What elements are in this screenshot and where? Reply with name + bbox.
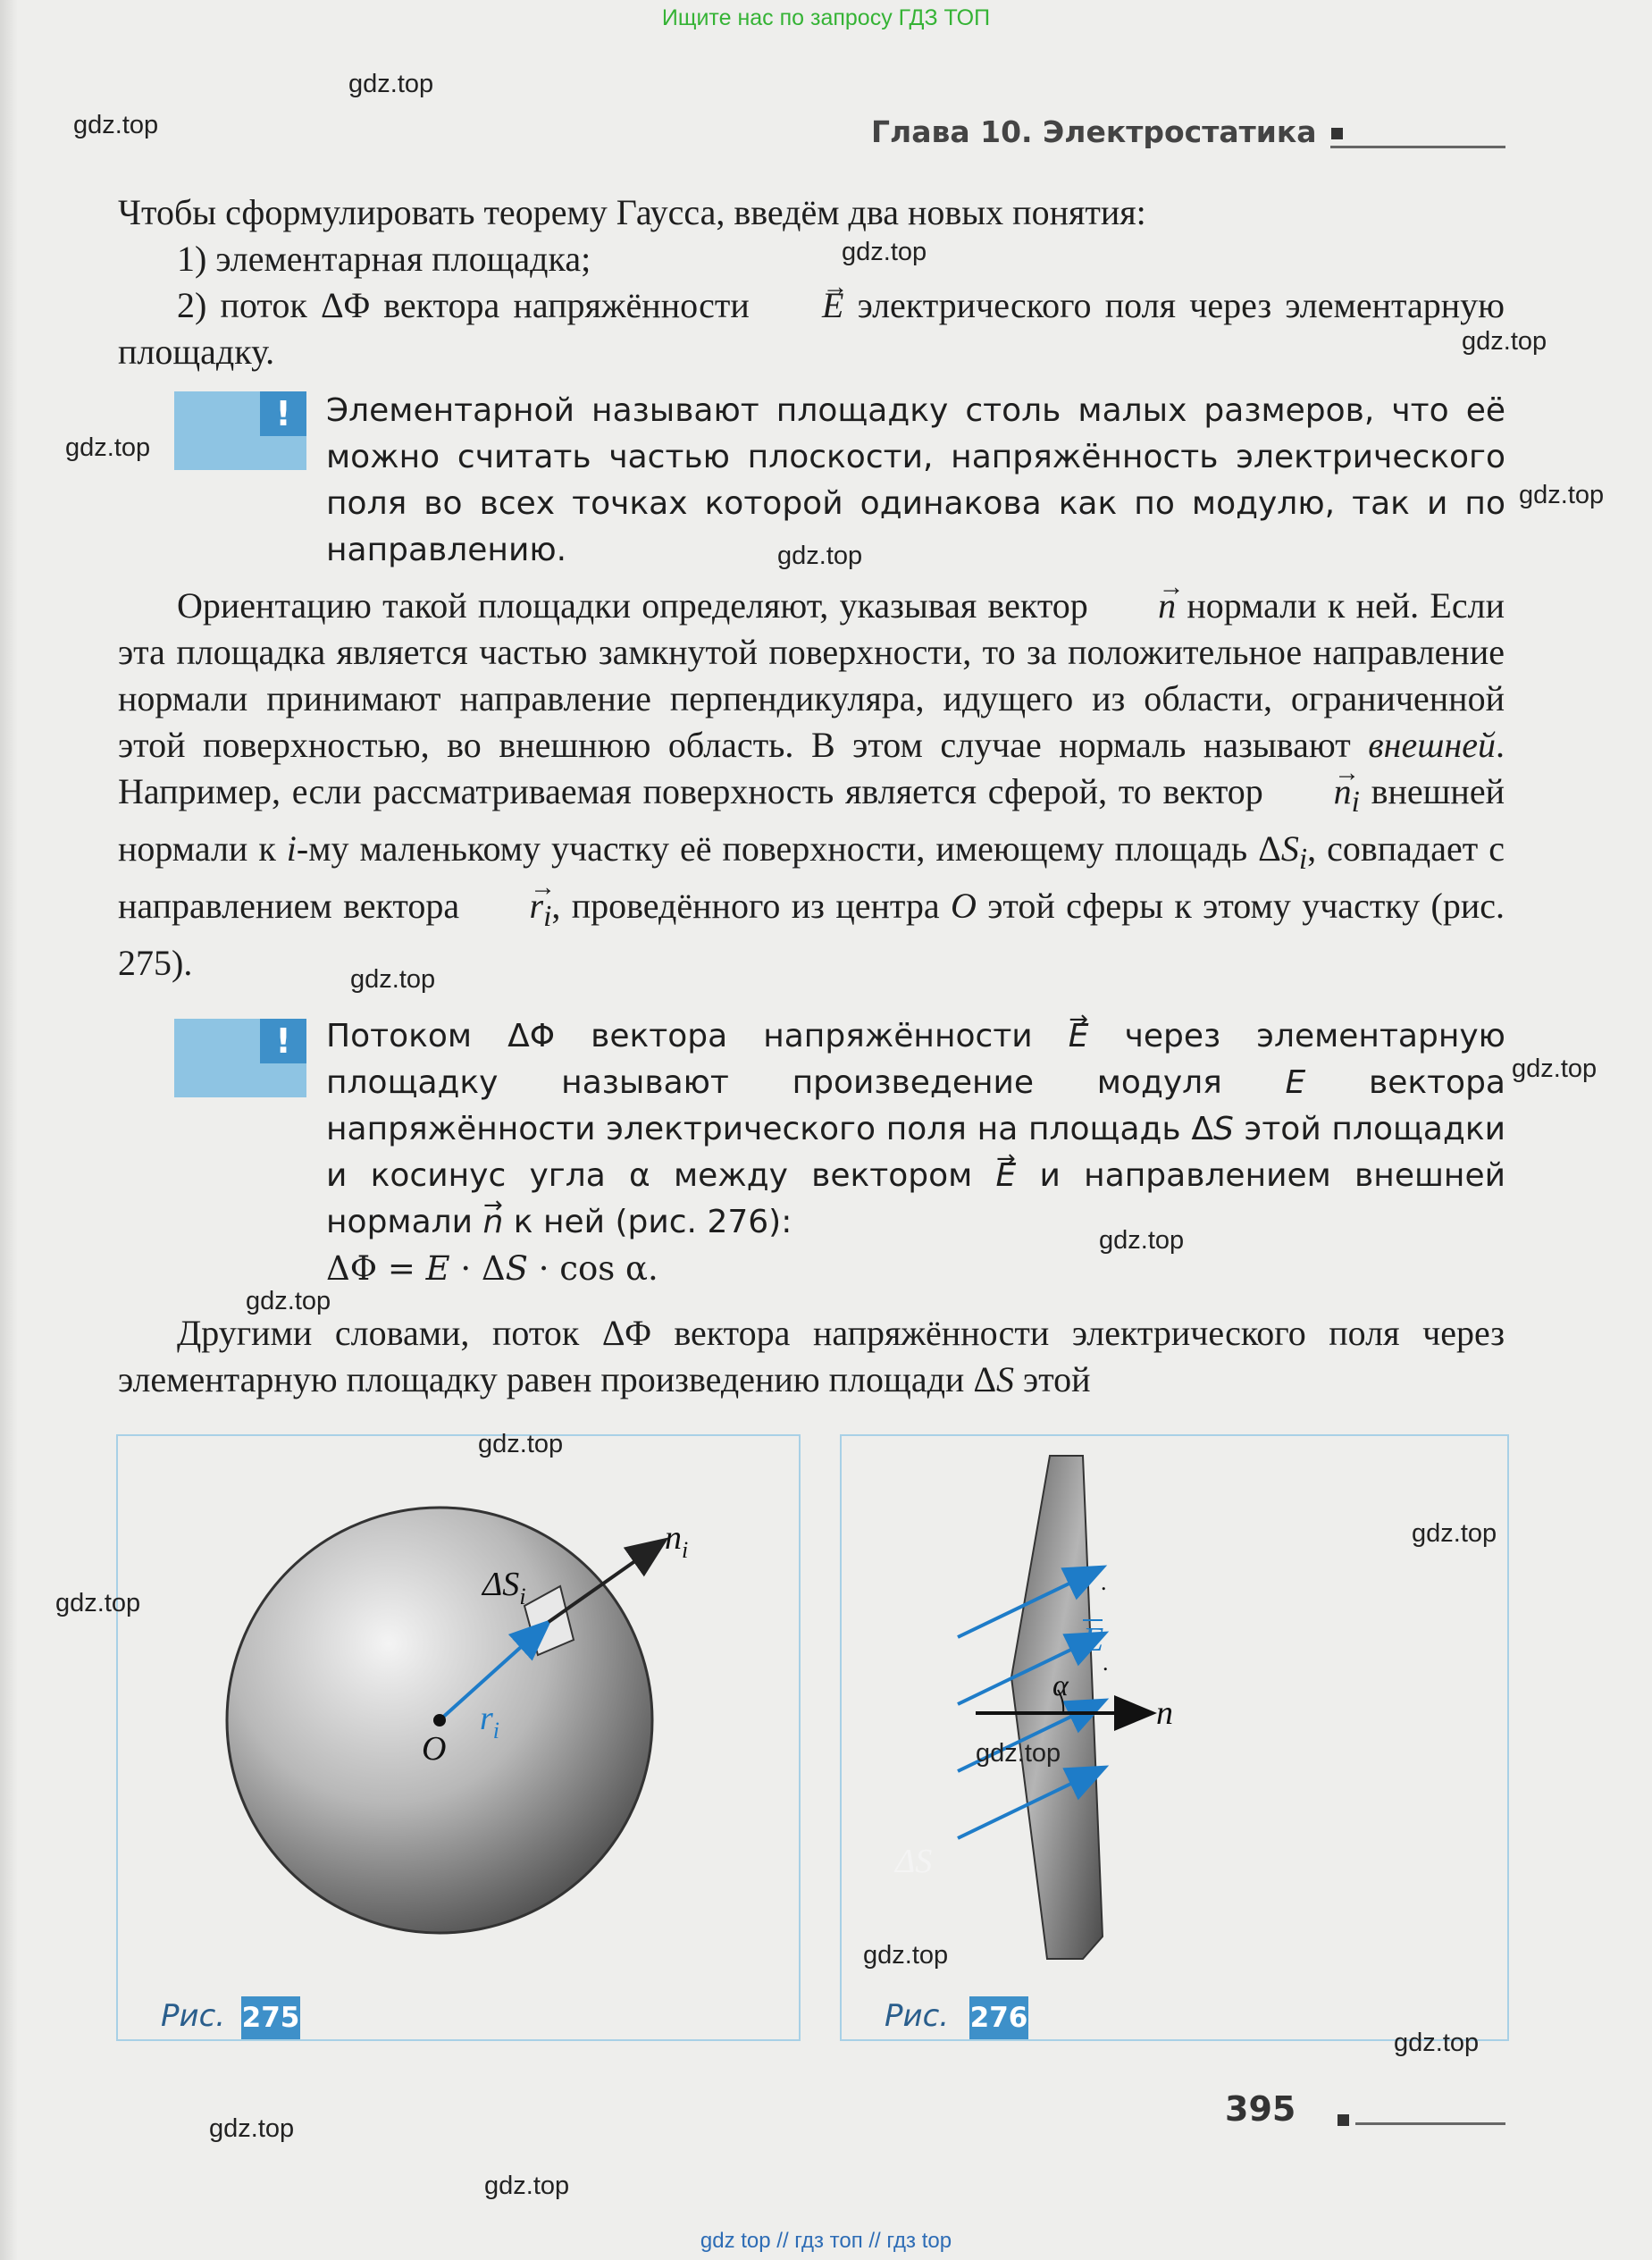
- label-n: n: [1156, 1694, 1173, 1732]
- p2-text: этой сферы к этому участку (рис. 275).: [118, 886, 1505, 983]
- exclamation-icon: !: [260, 1019, 306, 1063]
- p2-text: . Например, если рассматриваемая поверхность является сферой, то вектор: [118, 725, 1505, 811]
- watermark: gdz.top: [246, 1287, 331, 1315]
- paragraph-in-other-words: [118, 1310, 1505, 1403]
- watermark: gdz.top: [350, 965, 436, 994]
- watermark: gdz.top: [1512, 1054, 1597, 1083]
- label-n-i: [665, 1519, 688, 1563]
- figure-275-caption-word: Рис.: [161, 1998, 226, 2034]
- italic-E: E: [1285, 1064, 1306, 1101]
- watermark: gdz.top: [777, 542, 863, 570]
- dot-mark: .: [1101, 1569, 1107, 1595]
- watermark: gdz.top: [478, 1430, 564, 1458]
- figure-275-sphere-diagram: [118, 1436, 797, 2036]
- label-E: E: [1083, 1621, 1104, 1659]
- italic-S: S: [1212, 1111, 1234, 1147]
- italic-i: i: [286, 828, 297, 869]
- italic-S: S: [1280, 828, 1299, 869]
- list-item-1: 1) элементарная площадка;: [177, 239, 591, 279]
- chapter-header: [871, 114, 1505, 157]
- p2-text: внешней нормали к: [118, 771, 1505, 869]
- page-edge-shadow: [0, 0, 18, 2260]
- list-item-2-text-b: электрического поля через элементарную площадку.: [118, 285, 1505, 372]
- p2-text: нормали к ней. Если эта площадка является частью замкнутой поверхности, то за положительное направление нормали принимают направление перпендикуляра, идущего из области, ограниченной этой поверхностью, во внешнюю область. В этом случае нормаль называют: [118, 585, 1505, 765]
- watermark: gdz.top: [65, 433, 151, 462]
- vector-r-i: → r: [471, 883, 544, 929]
- label-O: O: [422, 1730, 447, 1768]
- subscript-i: i: [1298, 843, 1308, 876]
- figure-276-caption-word: Рис.: [885, 1998, 950, 2034]
- watermark: gdz.top: [73, 111, 159, 139]
- label-n-text: n: [665, 1519, 682, 1557]
- watermark: gdz.top: [1462, 327, 1547, 356]
- watermark: gdz.top: [1394, 2029, 1480, 2057]
- note2-text: через элементарную площадку называют произведение модуля: [326, 1018, 1505, 1101]
- note-marker-1: [174, 391, 306, 470]
- watermark: gdz.top: [976, 1739, 1061, 1768]
- p2-text: , проведённого из центра: [551, 886, 951, 926]
- vector-n: → n: [482, 1199, 503, 1246]
- header-rule: [1330, 146, 1505, 148]
- vector-n-i: → n: [1275, 769, 1352, 815]
- watermark: gdz.top: [1519, 481, 1605, 509]
- subscript-i: i: [1351, 786, 1360, 819]
- vector-E: → E: [763, 282, 843, 329]
- label-r-text: r: [480, 1700, 493, 1737]
- formula-part: · cos α.: [527, 1249, 658, 1288]
- paragraph-orientation: [118, 583, 1505, 987]
- watermark: gdz.top: [348, 70, 434, 98]
- label-n-sub: i: [682, 1537, 689, 1563]
- definition-flux: [326, 1013, 1505, 1246]
- p3-text: Другими словами, поток ΔΦ вектора напряжённости электрического поля через элементарную площадку равен произведению площади Δ: [118, 1313, 1505, 1399]
- formula-E: E: [425, 1249, 450, 1288]
- p3-text: этой: [1014, 1359, 1091, 1399]
- watermark: gdz.top: [842, 238, 927, 266]
- p2-emphasis: внешней: [1368, 725, 1496, 765]
- top-banner[interactable]: Ищите нас по запросу ГДЗ ТОП: [661, 5, 991, 30]
- list-item-2: [118, 282, 1505, 375]
- watermark: gdz.top: [863, 1941, 949, 1970]
- footer-banner[interactable]: gdz top // гдз топ // гдз top: [700, 2229, 952, 2253]
- label-dS: ΔS: [895, 1843, 933, 1880]
- p2-text: -му маленькому участку её поверхности, имеющему площадь Δ: [296, 828, 1281, 869]
- dot-mark: .: [1103, 1650, 1109, 1676]
- watermark: gdz.top: [484, 2172, 570, 2200]
- note2-text: этой площадки и косинус угла α между вектором: [326, 1111, 1506, 1194]
- vector-n: → n: [1099, 583, 1176, 629]
- center-point: [433, 1714, 446, 1727]
- page-number: 395: [1225, 2089, 1296, 2129]
- note2-text: и направлением внешней нормали: [326, 1157, 1505, 1240]
- watermark: gdz.top: [209, 2114, 295, 2143]
- watermark: gdz.top: [1412, 1519, 1497, 1548]
- label-alpha: α: [1052, 1669, 1069, 1702]
- page-number-square-icon: [1338, 2114, 1349, 2126]
- note2-text: Потоком ΔΦ вектора напряжённости: [326, 1018, 1069, 1054]
- note-marker-2: [174, 1019, 306, 1097]
- label-dS-i: [481, 1566, 526, 1609]
- note2-text: вектора напряжённости электрического поля на площадь Δ: [326, 1064, 1505, 1147]
- formula-part: ΔΦ =: [326, 1249, 426, 1288]
- watermark: gdz.top: [55, 1589, 141, 1617]
- flux-formula: [326, 1246, 658, 1292]
- figure-276-number: 276: [969, 1996, 1028, 2039]
- exclamation-icon: !: [260, 391, 306, 436]
- chapter-title: Глава 10. Электростатика: [871, 114, 1317, 149]
- formula-S: S: [505, 1249, 528, 1288]
- figure-275-number: 275: [241, 1996, 300, 2039]
- subscript-i: i: [543, 900, 552, 933]
- italic-O: O: [951, 886, 977, 926]
- label-dS-text: ΔS: [482, 1566, 520, 1603]
- vector-E: → E: [996, 1153, 1017, 1199]
- header-square-icon: [1331, 128, 1343, 139]
- definition-elementary-area: Элементарной называют площадку столь малых размеров, что её можно считать частью плоскости, напряжённость электрического поля во всех точках которой одинакова как по модулю, так и по направлению.: [326, 392, 1505, 568]
- p2-text: , совпадает с направлением вектора: [118, 828, 1505, 926]
- note2-text: к ней (рис. 276):: [503, 1204, 792, 1240]
- label-dS-sub: i: [519, 1584, 526, 1609]
- intro-line: Чтобы сформулировать теорему Гаусса, введём два новых понятия:: [118, 192, 1146, 232]
- list-item-2-text-a: 2) поток ΔΦ вектора напряжённости: [177, 285, 763, 325]
- formula-part: · Δ: [449, 1249, 506, 1288]
- watermark: gdz.top: [1099, 1226, 1185, 1255]
- vector-E: → E: [1069, 1013, 1089, 1060]
- label-r-sub: i: [492, 1718, 500, 1743]
- italic-S: S: [996, 1359, 1015, 1399]
- p2-text: Ориентацию такой площадки определяют, указывая вектор: [177, 585, 1100, 626]
- page-number-rule: [1355, 2122, 1505, 2125]
